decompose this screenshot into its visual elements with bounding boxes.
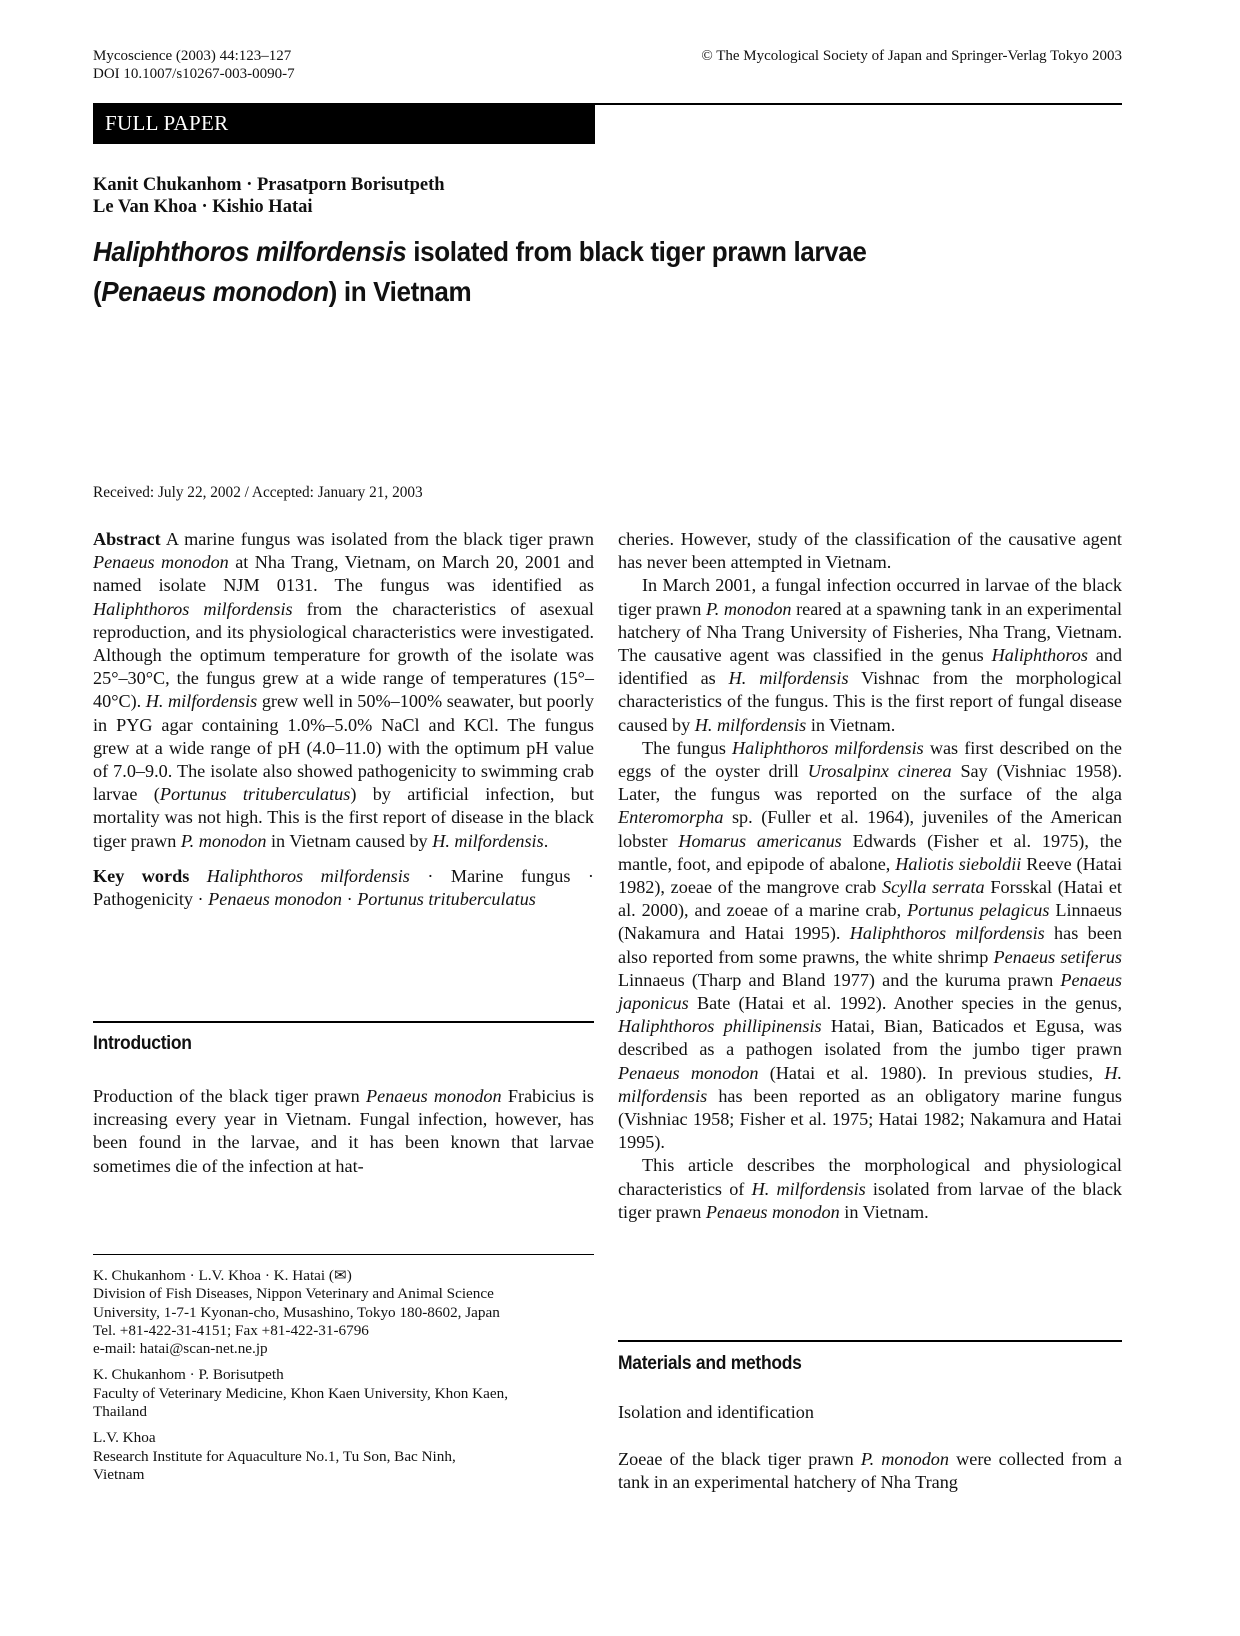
species-name: Urosalpinx cinerea xyxy=(807,761,952,782)
species-name: H. milfordensis xyxy=(145,691,258,712)
species-name: Penaeus monodon xyxy=(618,1062,759,1083)
body-text: In March 2001, a fungal infection occurred in larvae of the black tiger prawn xyxy=(618,575,1122,619)
keyword-separator: · xyxy=(342,889,358,910)
abstract xyxy=(93,528,594,853)
species-name: Haliotis sieboldii xyxy=(895,853,1022,874)
abstract-label: Abstract xyxy=(93,529,161,549)
affiliation-line: Faculty of Veterinary Medicine, Khon Kaen University, Khon Kaen, xyxy=(93,1384,509,1402)
species-name: Enteromorpha xyxy=(618,807,724,828)
title-text: isolated from black tiger prawn larvae xyxy=(406,236,867,267)
keyword: Penaeus monodon xyxy=(208,889,343,910)
keyword: Haliphthoros milfordensis xyxy=(206,865,410,886)
affiliation-line: Tel. +81-422-31-4151; Fax +81-422-31-6796 xyxy=(93,1321,369,1339)
affiliation-email: e-mail: hatai@scan-net.ne.jp xyxy=(93,1340,268,1358)
section-label-bar xyxy=(93,103,595,144)
affiliation-line: University, 1-7-1 Kyonan-cho, Musashino, Tokyo 180-8602, Japan xyxy=(93,1303,500,1321)
left-column xyxy=(93,528,594,911)
body-text: Say (Vishniac 1958). Later, the fungus was reported on the surface of the alga xyxy=(618,761,1123,805)
journal-citation xyxy=(93,47,295,83)
author-list xyxy=(93,174,445,218)
affiliation-names: K. Chukanhom · P. Borisutpeth xyxy=(93,1366,284,1384)
body-text: Vishnac from the morphological characteristics of the fungus. This is the first report of fungal disease caused by xyxy=(618,668,1122,735)
title-paren: ( xyxy=(93,276,102,307)
paragraph xyxy=(618,574,1122,736)
body-text: sp. (Fuller et al. 1964), juveniles of the American lobster xyxy=(618,807,1122,851)
species-name: H. milfordensis xyxy=(728,668,849,689)
body-text: reared at a spawning tank in an experimental hatchery of Nha Trang University of Fisheries, Nha Trang, Vietnam. The causative agent was classified in the genus xyxy=(618,598,1123,666)
affiliation-line: Vietnam xyxy=(93,1465,145,1483)
section-rule xyxy=(618,1340,1122,1342)
author-line: Kanit Chukanhom · Prasatporn Borisutpeth xyxy=(93,175,445,195)
keywords-label: Key words xyxy=(93,865,190,886)
abstract-text: grew well in 50%–100% seawater, but poorly in PYG agar containing 1.0%–5.0% NaCl and KCl. The fungus grew at a wide range of pH (4.0–11.0) with the optimum pH value of 7.0–9.0. The isolate also showed pathogenicity to swimming crab larvae ( xyxy=(93,691,594,805)
right-column xyxy=(618,528,1122,1224)
body-text: and identified as xyxy=(618,645,1122,689)
body-text: in Vietnam. xyxy=(839,1201,929,1222)
body-text: isolated from larvae of the black tiger prawn xyxy=(618,1178,1122,1222)
affiliation-names: L.V. Khoa xyxy=(93,1429,156,1447)
affiliation-line: Thailand xyxy=(93,1403,147,1421)
species-name: Haliphthoros milfordensis xyxy=(93,598,293,619)
species-name: H. milfordensis xyxy=(694,714,807,735)
body-text: Hatai, Bian, Baticados et Egusa, was described as a pathogen isolated from the jumbo tiger prawn xyxy=(618,1016,1122,1060)
affiliation xyxy=(93,1267,594,1358)
body-text: has been reported as an obligatory marine fungus (Vishniac 1958; Fisher et al. 1975; Hatai 1982; Nakamura and Hatai 1995). xyxy=(618,1085,1122,1153)
paragraph: cheries. However, study of the classification of the causative agent has never been attempted in Vietnam. xyxy=(618,529,1122,573)
author-line: Le Van Khoa · Kishio Hatai xyxy=(93,197,313,217)
species-name: Haliphthoros milfordensis xyxy=(849,923,1045,944)
body-text: has been also reported from some prawns, the white shrimp xyxy=(618,923,1122,967)
species-name: Penaeus monodon xyxy=(93,552,229,573)
affiliations xyxy=(93,1267,594,1492)
title-species: Haliphthoros milfordensis xyxy=(93,236,407,267)
paragraph xyxy=(618,737,1122,1155)
body-text: Bate (Hatai et al. 1992). Another species in the genus, xyxy=(688,993,1122,1014)
body-text: Linnaeus (Nakamura and Hatai 1995). xyxy=(618,900,1122,944)
species-name: H. milfordensis xyxy=(432,830,544,851)
journal-line: Mycoscience (2003) 44:123–127 xyxy=(93,48,292,64)
body-text: Edwards (Fisher et al. 1975), the mantle, foot, and epipode of abalone, xyxy=(618,830,1122,874)
species-name: Scylla serrata xyxy=(881,877,985,898)
affiliation xyxy=(93,1366,594,1421)
introduction-text xyxy=(93,1085,594,1178)
species-name: Portunus pelagicus xyxy=(907,900,1050,921)
species-name: Penaeus monodon xyxy=(366,1086,502,1106)
title-host: Penaeus monodon xyxy=(101,276,329,307)
received-line: Received: July 22, 2002 / Accepted: January 21, 2003 xyxy=(93,484,423,501)
species-name: Haliphthoros xyxy=(991,645,1088,666)
methods-heading: Materials and methods xyxy=(618,1353,802,1374)
body-text: Zoeae of the black tiger prawn xyxy=(618,1449,861,1469)
title-text: ) in Vietnam xyxy=(328,276,472,307)
keyword: · Marine fungus · Pathogenicity · xyxy=(93,865,594,910)
species-name: P. monodon xyxy=(180,830,267,851)
keywords xyxy=(93,865,594,911)
copyright-line: © The Mycological Society of Japan and Springer-Verlag Tokyo 2003 xyxy=(701,48,1122,64)
body-text: in Vietnam. xyxy=(806,714,896,735)
body-text: Linnaeus (Tharp and Bland 1977) and the kuruma prawn xyxy=(618,969,1061,990)
species-name: H. milfordensis xyxy=(618,1062,1122,1106)
body-text: Forsskal (Hatai et al. 2000), and zoeae of a marine crab, xyxy=(618,877,1122,921)
species-name: Homarus americanus xyxy=(678,830,842,851)
methods-text xyxy=(618,1448,1122,1494)
species-name: P. monodon xyxy=(860,1449,949,1469)
section-label: FULL PAPER xyxy=(105,111,229,135)
paragraph xyxy=(618,1154,1122,1224)
body-text: were collected from a tank in an experimental hatchery of Nha Trang xyxy=(618,1449,1122,1493)
affiliation-names: K. Chukanhom · L.V. Khoa · K. Hatai (✉) xyxy=(93,1267,352,1284)
affiliation xyxy=(93,1429,594,1484)
abstract-text: from the characteristics of asexual reproduction, and its physiological characteristics were investigated. Although the optimum temperature for growth of the isolate was 25°–30°C, the fungus grew at a wide range of temperatures (15°–40°C). xyxy=(93,598,594,712)
abstract-text: at Nha Trang, Vietnam, on March 20, 2001 and named isolate NJM 0131. The fungus was identified as xyxy=(93,552,594,596)
species-name: H. milfordensis xyxy=(751,1178,866,1199)
body-text: (Hatai et al. 1980). In previous studies, xyxy=(758,1062,1105,1083)
abstract-text: in Vietnam caused by xyxy=(266,830,433,851)
keyword: Portunus trituberculatus xyxy=(357,889,536,910)
species-name: Haliphthoros milfordensis xyxy=(732,737,924,758)
body-text: Reeve (Hatai 1982), zoeae of the mangrove crab xyxy=(618,853,1122,898)
paper-title xyxy=(93,232,867,312)
body-text: The fungus xyxy=(642,737,733,758)
methods-subheading: Isolation and identification xyxy=(618,1402,814,1422)
body-text: was first described on the eggs of the oyster drill xyxy=(618,737,1122,782)
section-rule xyxy=(93,1021,594,1023)
doi-line: DOI 10.1007/s10267-003-0090-7 xyxy=(93,66,295,82)
body-text: Production of the black tiger prawn xyxy=(93,1086,367,1106)
species-name: P. monodon xyxy=(705,598,792,619)
abstract-text: . xyxy=(543,830,549,851)
body-text: Frabicius is increasing every year in Vietnam. Fungal infection, however, has been found in the larvae, and it has been known that larvae sometimes die of the infection at hat- xyxy=(93,1086,594,1176)
species-name: Penaeus japonicus xyxy=(618,969,1122,1014)
abstract-text: ) by artificial infection, but mortality was not high. This is the first report of disease in the black tiger prawn xyxy=(93,784,594,851)
abstract-text: A marine fungus was isolated from the black tiger prawn xyxy=(160,529,594,549)
affiliation-line: Research Institute for Aquaculture No.1, Tu Son, Bac Ninh, xyxy=(93,1447,456,1465)
species-name: Penaeus monodon xyxy=(705,1201,840,1222)
species-name: Portunus trituberculatus xyxy=(159,784,351,805)
species-name: Haliphthoros phillipinensis xyxy=(618,1016,822,1037)
species-name: Penaeus setiferus xyxy=(993,946,1123,967)
footnote-rule xyxy=(93,1254,594,1255)
affiliation-line: Division of Fish Diseases, Nippon Veterinary and Animal Science xyxy=(93,1285,494,1303)
introduction-heading: Introduction xyxy=(93,1033,192,1054)
body-text: This article describes the morphological and physiological characteristics of xyxy=(618,1155,1122,1199)
